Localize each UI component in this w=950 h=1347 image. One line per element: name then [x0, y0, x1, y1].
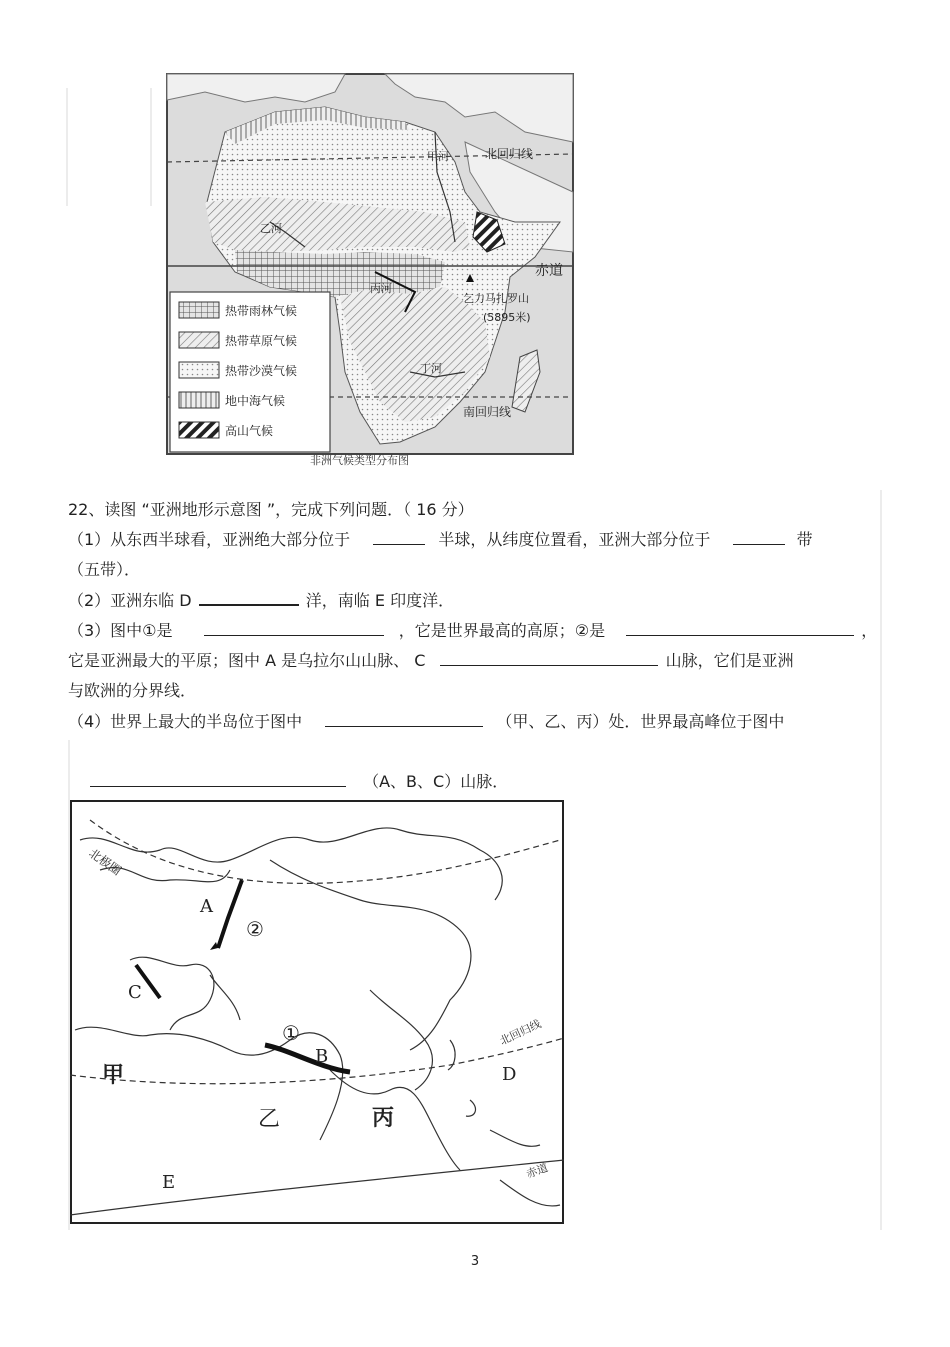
- africa-map-caption: 非洲气候类型分布图: [310, 454, 409, 467]
- q1-blank-zone[interactable]: [733, 530, 785, 545]
- q3-text-d: 它是亚洲最大的平原；图中 A 是乌拉尔山山脉、 C: [68, 651, 426, 670]
- question-1-line-1: [68, 530, 813, 550]
- question-3-line-2: [68, 651, 794, 671]
- question-3-line-1: [68, 621, 877, 641]
- legend-label: 高山气候: [225, 424, 274, 438]
- africa-climate-map: [165, 72, 575, 472]
- legend-swatch: [179, 302, 219, 318]
- q3-text-f: 与欧洲的分界线．: [68, 681, 197, 700]
- label-mountain-height: (5895米): [483, 311, 531, 324]
- label-D: D: [502, 1064, 517, 1085]
- label-circle-1: ①: [282, 1021, 300, 1045]
- label-jia-river: 甲河: [427, 150, 449, 163]
- label-yi: 乙: [258, 1107, 281, 1132]
- label-E: E: [162, 1172, 176, 1193]
- q2-text-b: 洋，南临 E 印度洋．: [305, 591, 455, 610]
- label-equator: 赤道: [535, 263, 563, 279]
- label-B: B: [315, 1046, 329, 1067]
- label-jia: 甲: [102, 1062, 125, 1088]
- q4-text-c: （A、B、C）山脉．: [363, 772, 509, 791]
- q3-text-e: 山脉，它们是亚洲: [665, 651, 794, 670]
- legend-swatch: [179, 392, 219, 408]
- q4-text-b: （甲、乙、丙）处．世界最高峰位于图中: [496, 712, 785, 731]
- label-ding-river: 丁河: [420, 362, 442, 375]
- question-1-line-2: [68, 560, 140, 580]
- question-2: [68, 590, 454, 611]
- q4-blank-peak[interactable]: [90, 772, 346, 787]
- q4-text-a: （4）世界上最大的半岛位于图中: [68, 712, 303, 731]
- label-circle-2: ②: [246, 917, 264, 941]
- q1-text-a: （1）从东西半球看，亚洲绝大部分位于: [68, 530, 351, 549]
- question-3-line-3: [68, 681, 196, 701]
- question-title: [68, 500, 474, 520]
- q3-text-b: ，它是世界最高的高原；②是: [398, 621, 606, 640]
- label-yi-river: 乙河: [260, 222, 282, 235]
- legend-swatch: [179, 362, 219, 378]
- q1-text-c: 带: [796, 530, 813, 549]
- label-bing: 丙: [372, 1105, 395, 1131]
- legend-swatch: [179, 422, 219, 438]
- label-C: C: [128, 982, 142, 1003]
- africa-map-svg: [165, 72, 575, 472]
- q3-blank-plain[interactable]: [626, 621, 854, 636]
- legend-label: 热带草原气候: [225, 334, 298, 348]
- q3-text-c: ，: [861, 621, 878, 640]
- label-tropic-capricorn: 南回归线: [463, 405, 512, 419]
- scan-artifact: [880, 490, 882, 1230]
- label-tropic-cancer: 北回归线: [497, 1017, 544, 1048]
- asia-map-svg: [70, 800, 564, 1224]
- q3-blank-mountain[interactable]: [440, 651, 658, 666]
- africa-legend: [170, 292, 330, 452]
- legend-swatch: [179, 332, 219, 348]
- q1-text-b: 半球，从纬度位置看，亚洲大部分位于: [438, 530, 711, 549]
- q2-blank-ocean[interactable]: [199, 590, 299, 606]
- q4-blank-peninsula[interactable]: [325, 712, 483, 727]
- q1-text-d: （五带）．: [68, 560, 141, 579]
- label-tropic-cancer: 北回归线: [485, 147, 534, 161]
- page-number: 3: [470, 1254, 480, 1269]
- question-4-line-1: [68, 712, 784, 732]
- q1-blank-hemisphere[interactable]: [373, 530, 425, 545]
- legend-label: 热带雨林气候: [225, 304, 298, 318]
- label-arctic-circle: 北极圈: [86, 845, 124, 879]
- asia-terrain-map: [70, 800, 564, 1224]
- label-equator: 赤道: [524, 1161, 550, 1181]
- label-A: A: [200, 896, 213, 917]
- question-title-text: 22、读图 “亚洲地形示意图 ”，完成下列问题．（ 16 分）: [68, 500, 474, 519]
- legend-label: 热带沙漠气候: [225, 364, 298, 378]
- q2-text-a: （2）亚洲东临 D: [68, 591, 192, 610]
- label-mountain: 乞力马扎罗山: [463, 292, 529, 305]
- question-4-line-2: [90, 772, 508, 792]
- q3-blank-plateau[interactable]: [204, 621, 384, 636]
- scan-artifact: [66, 88, 68, 206]
- label-bing-river: 丙河: [370, 282, 392, 295]
- legend-label: 地中海气候: [225, 394, 286, 408]
- scan-artifact: [150, 88, 152, 206]
- q3-text-a: （3）图中①是: [68, 621, 173, 640]
